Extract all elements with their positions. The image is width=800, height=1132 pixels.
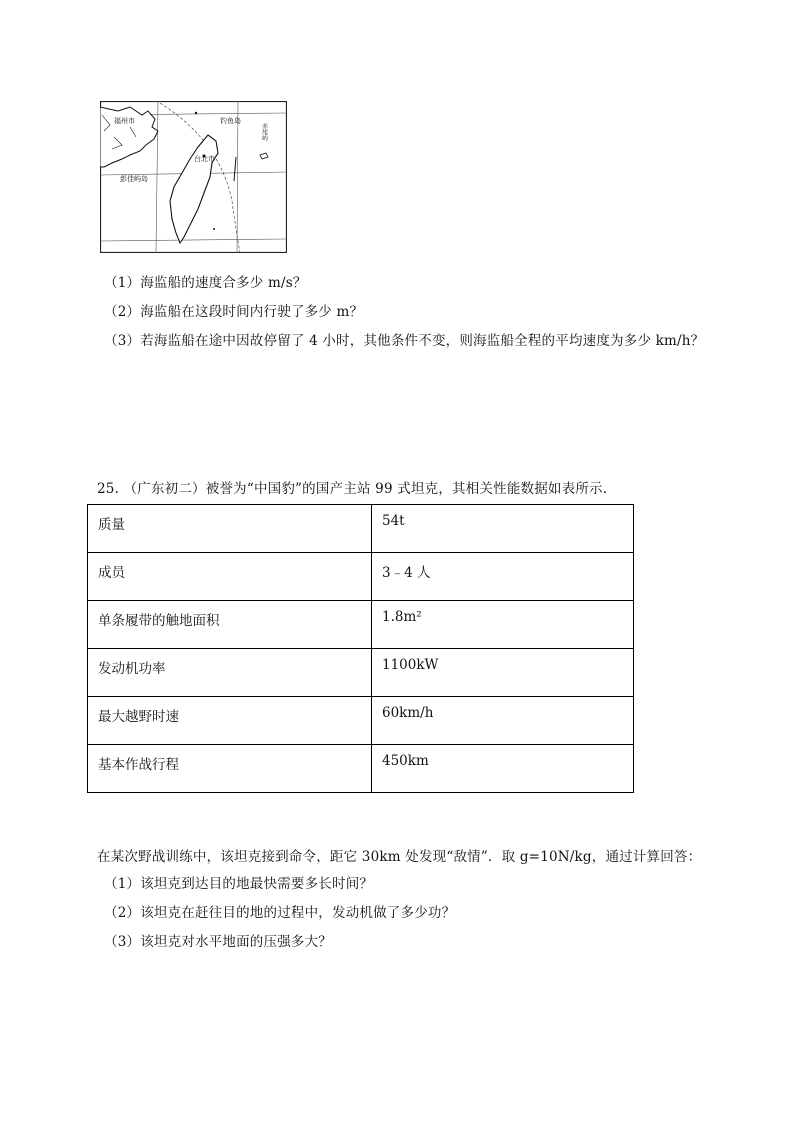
row-label: 最大越野时速	[88, 697, 372, 745]
table-row	[88, 697, 634, 745]
row-label: 基本作战行程	[88, 745, 372, 793]
row-value: 54t	[372, 505, 634, 553]
table-row	[88, 649, 634, 697]
table-row	[88, 553, 634, 601]
table-row	[88, 601, 634, 649]
row-label: 发动机功率	[88, 649, 372, 697]
question-3-average-speed: （3）若海监船在途中因故停留了 4 小时，其他条件不变，则海监船全程的平均速度为多少 km/h？	[104, 333, 705, 349]
question-1-speed: （1）海监船的速度合多少 m/s？	[104, 275, 307, 291]
row-value: 60km/h	[372, 697, 634, 745]
map-label-pengjia: 彭佳屿岛	[120, 175, 148, 183]
question-2-distance: （2）海监船在这段时间内行驶了多少 m？	[104, 304, 364, 320]
row-value: 1100kW	[372, 649, 634, 697]
map-label-fuzhou: 福州市	[114, 117, 135, 125]
question-25-3-pressure: （3）该坦克对水平地面的压强多大？	[104, 934, 332, 950]
table-row	[88, 505, 634, 553]
question-25-2-work: （2）该坦克在赶往目的地的过程中，发动机做了多少功？	[104, 905, 456, 921]
row-label: 质量	[88, 505, 372, 553]
map-label-taibei: 台北市	[194, 155, 215, 163]
row-label: 成员	[88, 553, 372, 601]
tank-spec-table	[87, 504, 634, 793]
row-value: 1.8m²	[372, 601, 634, 649]
row-value: 450km	[372, 745, 634, 793]
problem-25-intro: 在某次野战训练中，该坦克接到命令，距它 30km 处发现“敌情”．取 g=10N/kg，通过计算回答：	[97, 849, 702, 865]
map-figure	[100, 101, 287, 253]
question-25-1-time: （1）该坦克到达目的地最快需要多长时间？	[104, 876, 374, 892]
taiwan-map-image	[100, 101, 287, 253]
problem-25-heading: 25. （广东初二）被誉为“中国豹”的国产主站 99 式坦克，其相关性能数据如表所示.	[97, 481, 608, 497]
map-label-chiwei: 赤尾屿	[260, 123, 268, 141]
row-value: 3﹣4 人	[372, 553, 634, 601]
row-label: 单条履带的触地面积	[88, 601, 372, 649]
map-label-diaoyu: 钓鱼岛	[220, 117, 241, 125]
table-row	[88, 745, 634, 793]
